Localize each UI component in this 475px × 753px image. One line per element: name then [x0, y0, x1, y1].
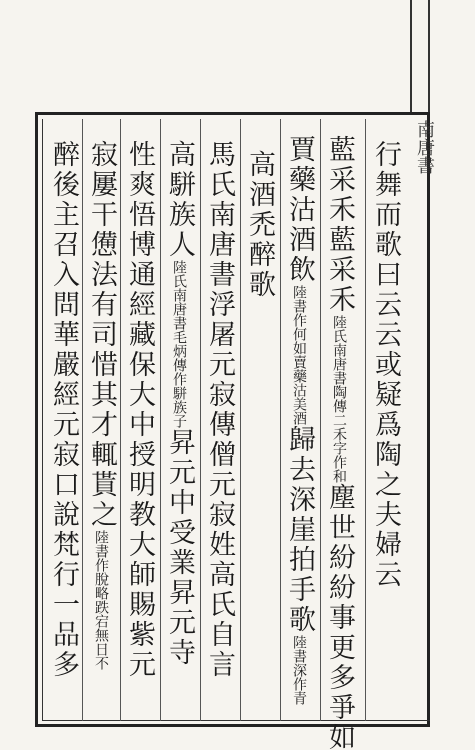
text-column-1 [372, 140, 399, 590]
column-rule [240, 119, 241, 721]
column-rule [120, 119, 121, 721]
column-rule [200, 119, 201, 721]
column-rule [365, 119, 366, 721]
column-note-text: 陸氏南唐書陶傳二禾字作和 [331, 315, 347, 483]
text-column-4 [246, 150, 273, 300]
column-note-text: 陸氏南唐書毛炳傳作駢族子 [171, 260, 187, 428]
column-main-text: 賈藥沽酒飲 [284, 135, 315, 285]
text-column-2 [326, 135, 353, 753]
column-main-text: 性爽悟博通經藏保大中授明教大師賜紫元 [124, 140, 155, 680]
column-main-text: 行舞而歌曰 [370, 140, 401, 290]
text-column-9 [50, 140, 77, 680]
column-rule [280, 119, 281, 721]
text-column-3 [286, 135, 313, 705]
column-note-text: 陸書作脫略跌宕無日不 [93, 530, 109, 670]
column-main-text: 藍采禾藍采禾 [324, 135, 355, 315]
column-main-text: 塵世紛紛事更多爭如 [324, 483, 355, 753]
column-main-text: 昇元中受業昇元寺 [164, 428, 195, 668]
column-main-text: 歸去深崖拍手歌 [284, 425, 315, 635]
column-main-text: 馬氏南唐書浮屠元寂傳僧元寂姓高氏自言 [204, 140, 235, 680]
column-note-text: 陸書深作青 [291, 635, 307, 705]
column-rule [82, 119, 83, 721]
text-column-6 [166, 140, 193, 668]
column-main-text: 云或疑爲陶之夫婦云 [370, 320, 401, 590]
column-main-text: 高酒禿醉歌 [244, 150, 275, 300]
column-main-text: 云 [370, 290, 401, 320]
column-note-text: 陸書作何如賣藥沽美酒 [291, 285, 307, 425]
text-column-5 [206, 140, 233, 680]
margin-title: 南唐書 [414, 120, 435, 174]
text-column-7 [126, 140, 153, 680]
column-rule [160, 119, 161, 721]
column-main-text: 寂屢干憊法有司惜其才輒貰之 [86, 140, 117, 530]
column-main-text: 高駢族人 [164, 140, 195, 260]
column-rule [320, 119, 321, 721]
text-column-8 [88, 140, 115, 670]
column-main-text: 醉後主召入問華嚴經元寂口說梵行一品多 [48, 140, 79, 680]
fold-strip [410, 0, 430, 112]
